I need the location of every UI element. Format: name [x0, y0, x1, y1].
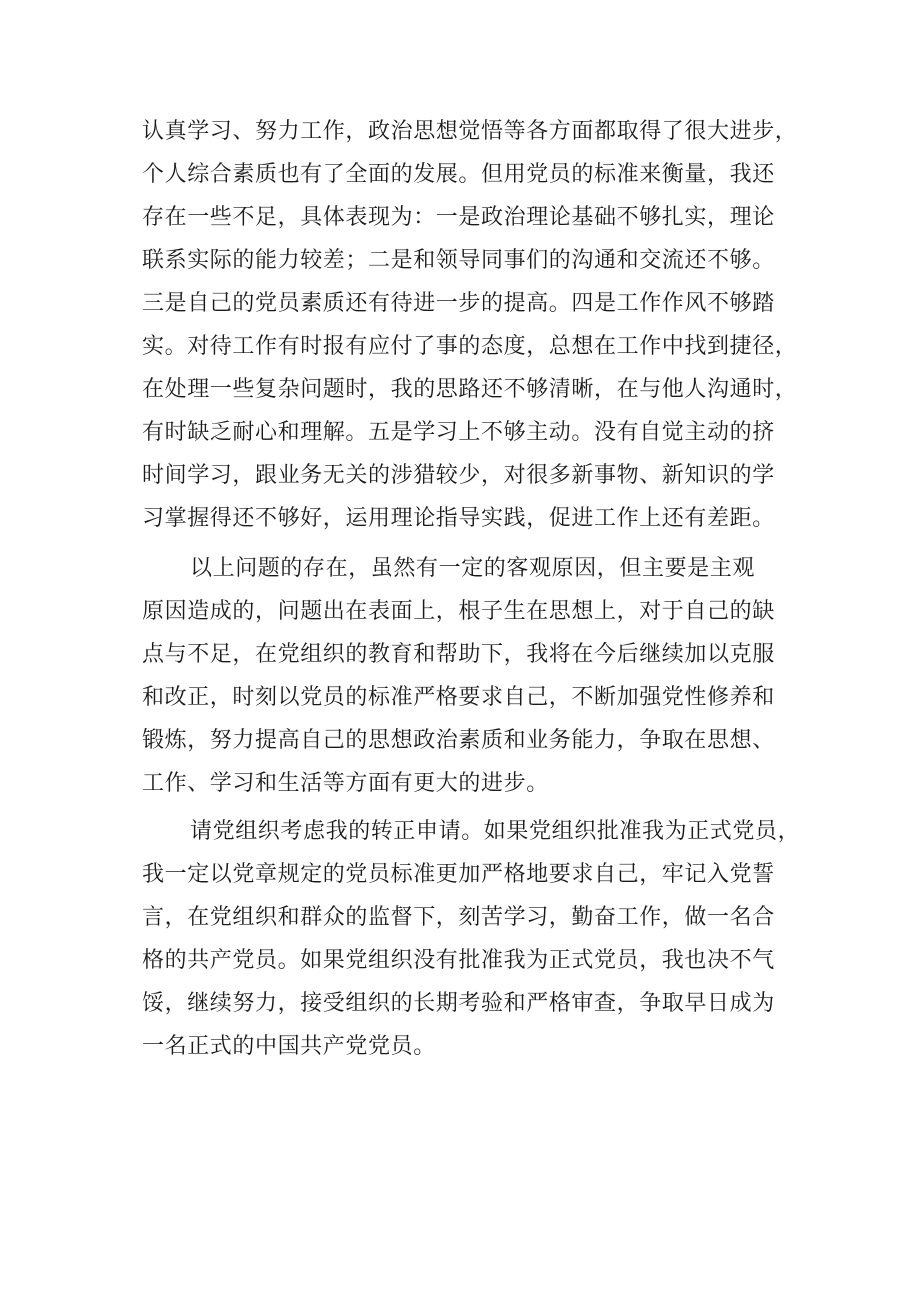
- paragraph-2-line-3: 点与不足，在党组织的教育和帮助下，我将在今后继续加以克服: [142, 642, 775, 667]
- paragraph-2-line-1: 以上问题的存在，虽然有一定的客观原因，但主要是主观: [190, 556, 756, 581]
- paragraph-3-line-3: 言，在党组织和群众的监督下，刻苦学习，勤奋工作，做一名合: [142, 905, 775, 930]
- paragraph-1-line-10: 习掌握得还不够好，运用理论指导实践，促进工作上还有差距。: [142, 506, 775, 531]
- paragraph-1-line-1: 认真学习、努力工作，政治思想觉悟等各方面都取得了很大进步，: [142, 119, 798, 144]
- paragraph-3-line-1: 请党组织考虑我的转正申请。如果党组织批准我为正式党员，: [190, 819, 801, 844]
- paragraph-3-line-5: 馁，继续努力，接受组织的长期考验和严格审查，争取早日成为: [142, 991, 775, 1016]
- paragraph-1-line-3: 存在一些不足，具体表现为：一是政治理论基础不够扎实，理论: [142, 205, 775, 230]
- paragraph-3-line-4: 格的共产党员。如果党组织没有批准我为正式党员，我也决不气: [142, 948, 775, 973]
- paragraph-1-line-2: 个人综合素质也有了全面的发展。但用党员的标准来衡量，我还: [142, 162, 775, 187]
- paragraph-1-line-4: 联系实际的能力较差；二是和领导同事们的沟通和交流还不够。: [142, 248, 775, 273]
- paragraph-1-line-5: 三是自己的党员素质还有待进一步的提高。四是工作作风不够踏: [142, 291, 775, 316]
- paragraph-1-line-7: 在处理一些复杂问题时，我的思路还不够清晰，在与他人沟通时，: [142, 377, 798, 402]
- paragraph-2-line-4: 和改正，时刻以党员的标准严格要求自己，不断加强党性修养和: [142, 685, 775, 710]
- paragraph-3-line-2: 我一定以党章规定的党员标准更加严格地要求自己，牢记入党誓: [142, 862, 775, 887]
- paragraph-1-line-8: 有时缺乏耐心和理解。五是学习上不够主动。没有自觉主动的挤: [142, 420, 775, 445]
- paragraph-1-line-9: 时间学习，跟业务无关的涉猎较少，对很多新事物、新知识的学: [142, 463, 775, 488]
- paragraph-2-line-2: 原因造成的，问题出在表面上，根子生在思想上，对于自己的缺: [142, 599, 775, 624]
- paragraph-1-line-6: 实。对待工作有时报有应付了事的态度，总想在工作中找到捷径，: [142, 334, 798, 359]
- paragraph-3-line-6: 一名正式的中国共产党党员。: [142, 1034, 436, 1059]
- paragraph-2-line-5: 锻炼，努力提高自己的思想政治素质和业务能力，争取在思想、: [142, 728, 775, 753]
- paragraph-2-line-6: 工作、学习和生活等方面有更大的进步。: [142, 771, 549, 796]
